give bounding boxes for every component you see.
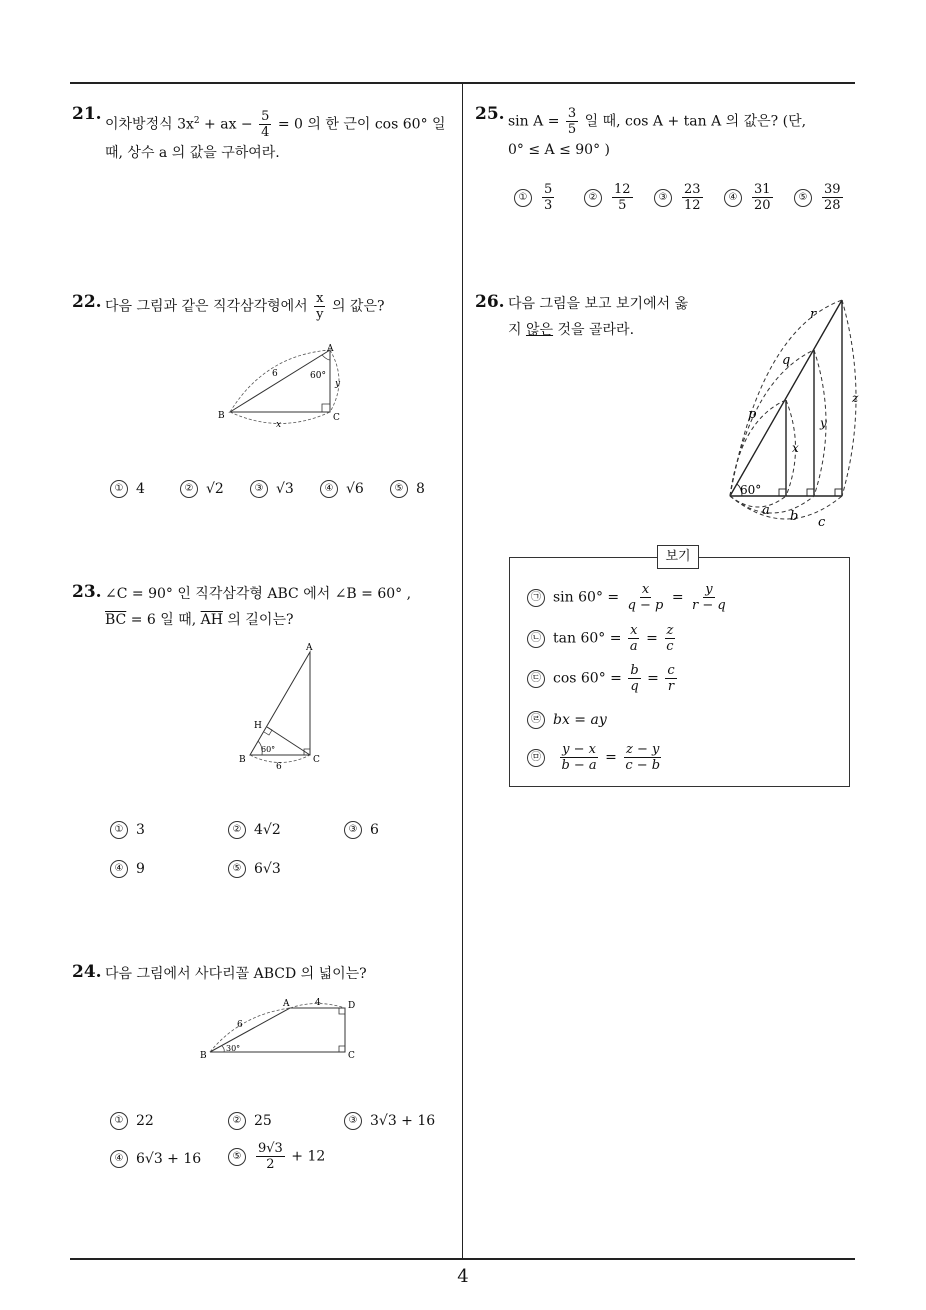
q22-label-angle: 60° (310, 371, 326, 381)
q23-choice-4[interactable]: ④ 9 (110, 860, 145, 878)
q23-label-angle: 60° (261, 745, 276, 754)
q25-choice-3[interactable]: ③ $\frac{23}{12}$ (654, 182, 705, 213)
bogi-item-4[interactable]: ㉣ bx = ay (527, 711, 607, 729)
bogi-item-1[interactable]: ㉠ sin 60° = $\frac{x}{q - p}$ = $\frac{y}{r - q}$ (527, 582, 730, 613)
q24-choice-1[interactable]: ① 22 (110, 1112, 154, 1130)
column-divider (462, 83, 463, 1259)
q24-label-ad: 4 (315, 998, 321, 1008)
q22-text: 다음 그림과 같은 직각삼각형에서 $\frac{x}{y}$ 의 값은? (105, 291, 385, 322)
bottom-rule (70, 1258, 855, 1260)
q24-choice-5[interactable]: ⑤ $\frac{9√3}{2}$ + 12 (228, 1141, 325, 1172)
bogi-title: 보기 (657, 545, 699, 569)
q24-label-ab: 6 (237, 1020, 243, 1030)
q26-text: 다음 그림을 보고 보기에서 옳 지 않은 것을 골라라. (508, 296, 689, 338)
q23-choice-1[interactable]: ① 3 (110, 821, 145, 839)
q26-label-b: b (790, 509, 799, 524)
q25-choice-2[interactable]: ② $\frac{12}{5}$ (584, 182, 635, 213)
q21-number: 21. (72, 104, 102, 124)
q25-choice-5[interactable]: ⑤ $\frac{39}{28}$ (794, 182, 845, 213)
q24-label-angle: 30° (226, 1044, 241, 1053)
q26-label-a: a (762, 503, 770, 518)
page-number: 4 (457, 1266, 469, 1287)
q21-text: 이차방정식 $3x^2$ + ax − $\frac{5}{4}$ = 0 의 한 근이 cos 60° 일 때, 상수 a 의 값을 구하여라. (105, 109, 446, 162)
q22-number: 22. (72, 292, 102, 312)
bogi-item-3[interactable]: ㉢ cos 60° = $\frac{b}{q}$ = $\frac{c}{r}$ (527, 663, 679, 694)
q23-choice-3[interactable]: ③ 6 (344, 821, 379, 839)
q23-label-h: H (254, 721, 262, 731)
q22-label-c: C (333, 413, 340, 423)
q26-label-c: c (818, 515, 826, 530)
q24-label-c: C (348, 1051, 355, 1061)
q26-label-r: r (810, 307, 817, 322)
q23-label-c: C (313, 755, 320, 765)
q23-label-b: B (239, 755, 246, 765)
q22-label-a: A (327, 344, 334, 354)
q22-label-y: y (335, 379, 341, 389)
q24-label-b: B (200, 1051, 207, 1061)
q24-label-a: A (283, 999, 290, 1009)
q22-choice-1[interactable]: ① 4 (110, 480, 145, 498)
q22-choice-2[interactable]: ② √2 (180, 480, 224, 498)
q22-label-b: B (218, 411, 225, 421)
q26-label-angle: 60° (740, 483, 762, 497)
q25-choice-4[interactable]: ④ $\frac{31}{20}$ (724, 182, 775, 213)
q25-text: sin A = $\frac{3}{5}$ 일 때, cos A + tan A 의 값은? (단, 0° ≤ A ≤ 90° ) (508, 106, 807, 158)
q23-text: ∠C = 90° 인 직각삼각형 ABC 에서 ∠B = 60° , $\overline{BC} = 6$ 일 때, $\overline{AH}$ 의 길이는? (105, 586, 412, 628)
q22-label-side: 6 (272, 369, 278, 379)
q26-label-p: p (748, 407, 757, 422)
q22-choice-5[interactable]: ⑤ 8 (390, 480, 425, 498)
q25-choice-1[interactable]: ① $\frac{5}{3}$ (514, 182, 556, 213)
q26-number: 26. (475, 292, 505, 312)
q23-number: 23. (72, 582, 102, 602)
q22-choice-4[interactable]: ④ √6 (320, 480, 364, 498)
q26-figure (720, 290, 870, 535)
q25-number: 25. (475, 104, 505, 124)
q23-choice-2[interactable]: ② 4√2 (228, 821, 281, 839)
q24-choice-2[interactable]: ② 25 (228, 1112, 272, 1130)
q26-label-x: x (792, 441, 799, 455)
q23-figure (230, 640, 340, 775)
bogi-item-2[interactable]: ㉡ tan 60° = $\frac{x}{a}$ = $\frac{z}{c}$ (527, 623, 678, 654)
q23-label-a: A (306, 643, 313, 653)
q22-choice-3[interactable]: ③ √3 (250, 480, 294, 498)
q26-label-q: q (782, 353, 791, 368)
q26-label-z: z (852, 391, 859, 405)
q26-label-y: y (820, 416, 827, 430)
q23-choice-5[interactable]: ⑤ 6√3 (228, 860, 281, 878)
q22-label-x: x (276, 420, 282, 430)
bogi-item-5[interactable]: ㉤ $\frac{y - x}{b - a}$ = $\frac{z - y}{c - b}$ (527, 742, 664, 773)
q23-label-side: 6 (276, 762, 282, 772)
q24-choice-4[interactable]: ④ 6√3 + 16 (110, 1150, 201, 1168)
q24-figure (195, 995, 370, 1065)
q24-choice-3[interactable]: ③ 3√3 + 16 (344, 1112, 435, 1130)
q24-text: 다음 그림에서 사다리꼴 ABCD 의 넓이는? (105, 966, 367, 982)
q24-number: 24. (72, 962, 102, 982)
q22-figure (210, 340, 360, 435)
q24-label-d: D (348, 1001, 356, 1011)
